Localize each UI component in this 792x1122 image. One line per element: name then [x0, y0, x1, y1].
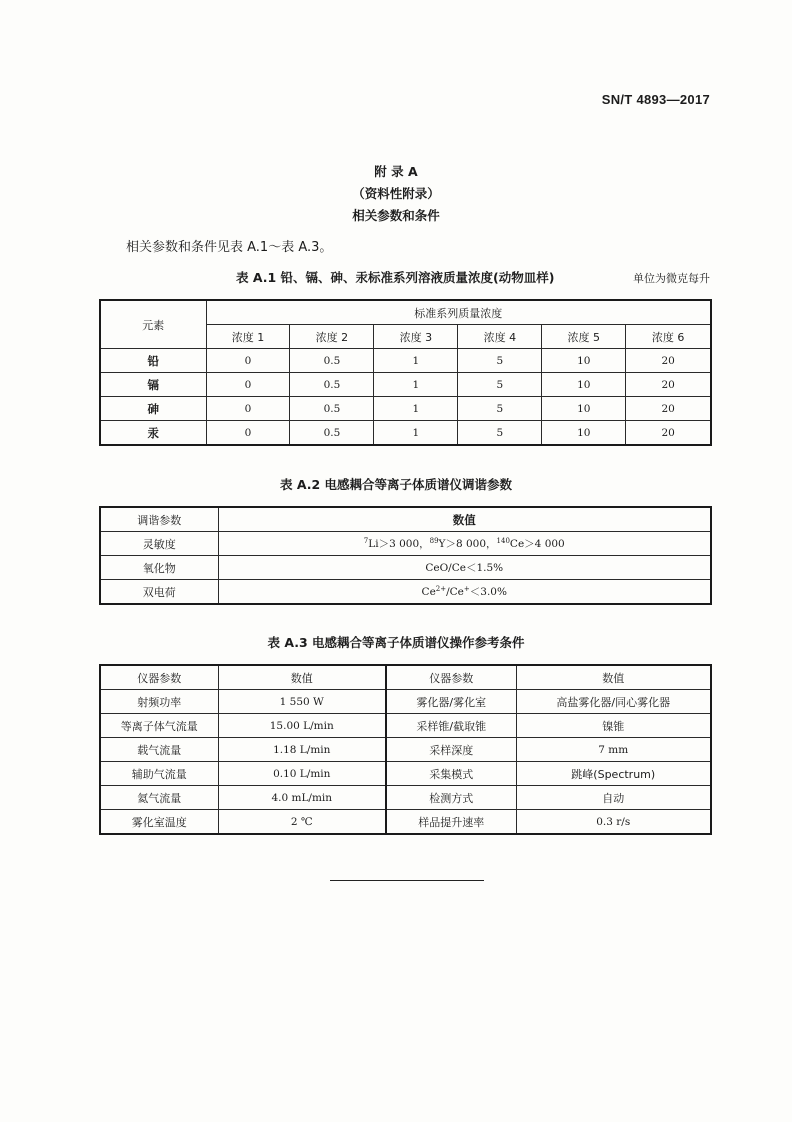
table-cell: 0	[206, 397, 290, 421]
table-row	[100, 532, 711, 556]
table-row	[100, 397, 711, 421]
table-a1	[99, 299, 712, 446]
value-cell: 1 550 W	[218, 690, 386, 714]
column-header: 浓度 1	[206, 325, 290, 349]
table-cell: 0	[206, 349, 290, 373]
appendix-title: 附 录 A	[374, 164, 418, 179]
intro-text: 相关参数和条件见表 A.1～表 A.3。	[126, 240, 333, 255]
value-cell: 高盐雾化器/同心雾化器	[516, 690, 711, 714]
column-header: 浓度 5	[542, 325, 626, 349]
value-text: Ce	[421, 586, 436, 598]
isotope-mass: 89	[429, 537, 439, 545]
table-cell: 1	[374, 397, 458, 421]
table-a2	[99, 506, 712, 605]
table-cell: 5	[458, 397, 542, 421]
param-cell: 雾化器/雾化室	[386, 690, 516, 714]
end-divider	[330, 880, 484, 881]
param-cell: 射频功率	[100, 690, 218, 714]
table2-caption: 表 A.2 电感耦合等离子体质谱仪调谐参数	[279, 477, 513, 492]
param-cell: 双电荷	[100, 580, 218, 605]
table-cell: 0.5	[290, 349, 374, 373]
table-row	[100, 786, 711, 810]
column-header: 浓度 6	[626, 325, 711, 349]
table-cell: 10	[542, 349, 626, 373]
table-cell: 20	[626, 397, 711, 421]
param-cell: 样品提升速率	[386, 810, 516, 835]
value-cell: 15.00 L/min	[218, 714, 386, 738]
value-cell: 7 mm	[516, 738, 711, 762]
value-text: Li＞3 000，	[368, 538, 430, 550]
element-cell: 铅	[100, 349, 206, 373]
column-header: 调谐参数	[100, 507, 218, 532]
table-a3	[99, 664, 712, 835]
value-text: ＜3.0%	[469, 586, 507, 598]
element-cell: 砷	[100, 397, 206, 421]
param-cell: 辅助气流量	[100, 762, 218, 786]
table-cell: 10	[542, 373, 626, 397]
table-row	[100, 762, 711, 786]
param-cell: 采样深度	[386, 738, 516, 762]
value-cell: 1.18 L/min	[218, 738, 386, 762]
value-cell: 2 ℃	[218, 810, 386, 835]
value-cell: 跳峰(Spectrum)	[516, 762, 711, 786]
appendix-subtitle: 相关参数和条件	[352, 208, 440, 223]
standard-code: SN/T 4893—2017	[601, 92, 710, 107]
sensitivity-value	[218, 532, 711, 556]
value-cell: CeO/Ce＜1.5%	[218, 556, 711, 580]
param-cell: 采样锥/截取锥	[386, 714, 516, 738]
value-text: /Ce	[446, 586, 464, 598]
table-row	[100, 349, 711, 373]
column-header: 数值	[218, 507, 711, 532]
table-cell: 10	[542, 421, 626, 446]
table-cell: 5	[458, 421, 542, 446]
table-cell: 0.5	[290, 397, 374, 421]
param-cell: 氦气流量	[100, 786, 218, 810]
value-text: Y＞8 000，	[438, 538, 497, 550]
table-cell: 1	[374, 349, 458, 373]
column-header: 浓度 2	[290, 325, 374, 349]
table-cell: 20	[626, 421, 711, 446]
double-charge-value	[218, 580, 711, 605]
table-cell: 1	[374, 373, 458, 397]
table-row	[100, 373, 711, 397]
group-header: 标准系列质量浓度	[206, 300, 711, 325]
table-row	[100, 714, 711, 738]
value-cell: 0.3 r/s	[516, 810, 711, 835]
param-cell: 等离子体气流量	[100, 714, 218, 738]
column-header: 数值	[516, 665, 711, 690]
value-cell: 0.10 L/min	[218, 762, 386, 786]
param-cell: 灵敏度	[100, 532, 218, 556]
table-row	[100, 556, 711, 580]
table-header-row	[100, 665, 711, 690]
table-cell: 5	[458, 349, 542, 373]
column-header: 仪器参数	[100, 665, 218, 690]
charge-sup: 2+	[435, 585, 447, 593]
isotope-mass: 140	[496, 537, 510, 545]
isotope-mass: 7	[363, 537, 369, 545]
element-cell: 镉	[100, 373, 206, 397]
table3-caption: 表 A.3 电感耦合等离子体质谱仪操作参考条件	[267, 635, 525, 650]
column-header-element: 元素	[100, 300, 206, 349]
charge-sup: +	[463, 585, 470, 593]
table-row	[100, 580, 711, 605]
column-header: 仪器参数	[386, 665, 516, 690]
table-row	[100, 810, 711, 835]
table1-unit: 单位为微克每升	[633, 272, 710, 285]
column-header: 数值	[218, 665, 386, 690]
table-cell: 0.5	[290, 373, 374, 397]
column-header: 浓度 4	[458, 325, 542, 349]
table1-caption: 表 A.1 铅、镉、砷、汞标准系列溶液质量浓度(动物皿样)	[236, 270, 555, 285]
param-cell: 检测方式	[386, 786, 516, 810]
table-cell: 0.5	[290, 421, 374, 446]
table-cell: 20	[626, 373, 711, 397]
column-header: 浓度 3	[374, 325, 458, 349]
value-text: Ce＞4 000	[509, 538, 565, 550]
table-cell: 20	[626, 349, 711, 373]
table-cell: 0	[206, 373, 290, 397]
appendix-type: （资料性附录）	[352, 186, 440, 201]
param-cell: 载气流量	[100, 738, 218, 762]
table-header-row	[100, 507, 711, 532]
param-cell: 采集模式	[386, 762, 516, 786]
param-cell: 氧化物	[100, 556, 218, 580]
table-cell: 0	[206, 421, 290, 446]
value-cell: 自动	[516, 786, 711, 810]
table-row	[100, 738, 711, 762]
table-cell: 5	[458, 373, 542, 397]
table-cell: 10	[542, 397, 626, 421]
table-cell: 1	[374, 421, 458, 446]
table-row	[100, 421, 711, 446]
value-cell: 镍锥	[516, 714, 711, 738]
table-row	[100, 690, 711, 714]
element-cell: 汞	[100, 421, 206, 446]
param-cell: 雾化室温度	[100, 810, 218, 835]
value-cell: 4.0 mL/min	[218, 786, 386, 810]
table-header-row	[100, 300, 711, 325]
